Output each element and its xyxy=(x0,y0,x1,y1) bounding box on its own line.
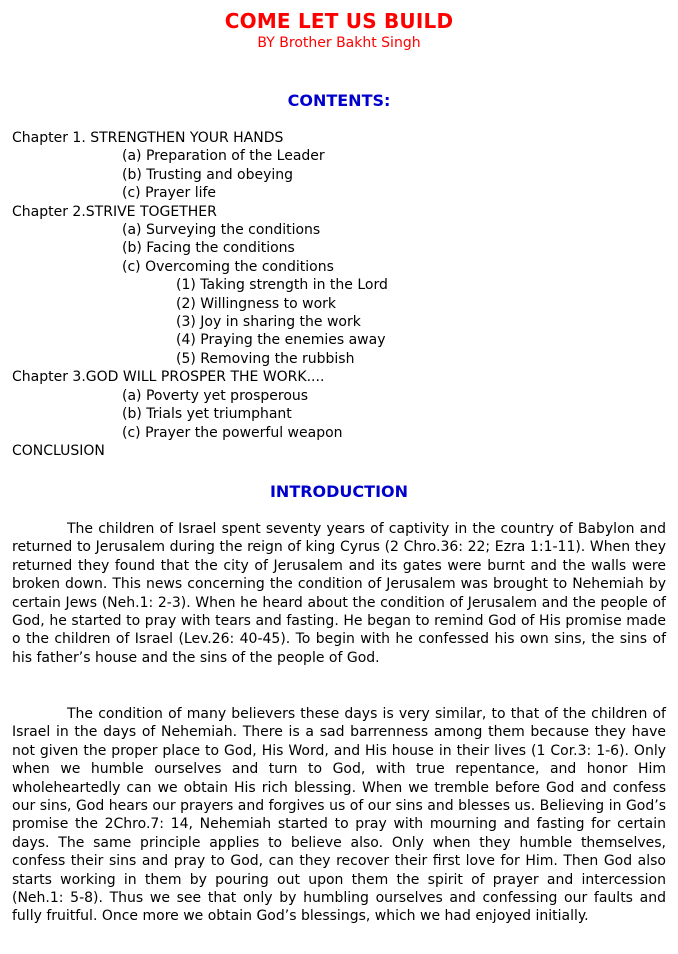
toc-item: Chapter 3.GOD WILL PROSPER THE WORK.... xyxy=(12,369,325,386)
toc-item: (b) Trials yet triumphant xyxy=(122,406,292,423)
toc-item: Chapter 1. STRENGTHEN YOUR HANDS xyxy=(12,130,284,146)
toc-item: (c) Prayer life xyxy=(122,185,217,202)
toc-item: (5) Removing the rubbish xyxy=(176,350,355,367)
document-title: COME LET US BUILD xyxy=(224,9,454,33)
toc-item: CONCLUSION xyxy=(12,442,105,459)
toc-item: (2) Willingness to work xyxy=(176,295,337,312)
toc-item: (3) Joy in sharing the work xyxy=(176,314,361,331)
toc-item: (a) Preparation of the Leader xyxy=(122,148,325,165)
toc-item: (4) Praying the enemies away xyxy=(176,332,386,349)
toc-item: Chapter 2.STRIVE TOGETHER xyxy=(12,203,217,220)
toc-item: (a) Surveying the conditions xyxy=(122,222,321,239)
introduction-heading: INTRODUCTION xyxy=(269,482,409,501)
table-of-contents xyxy=(12,129,672,460)
toc-item: (a) Poverty yet prosperous xyxy=(122,387,309,404)
contents-heading: CONTENTS: xyxy=(287,91,391,110)
body-paragraph: The condition of many believers these days is very similar, to that of the children of Israel in the days of Nehemiah. There is a sad barrenness among them because they have not given the proper place to God, His Word, and His house in their lives (1 Cor.3: 1-6). Only when we humble ourselves and turn to God, with true repentance, and honor Him wholeheartedly can we obtain His rich blessing. When we tremble before God and confess our sins, God hears our prayers and forgives us of our sins and blesses us. Believing in God’s promise the 2Chro.7: 14, Nehemiah started to pray with mourning and fasting for certain days. The same principle applies to believe also. Only when they humble themselves, confess their sins and pray to God, can they recover their first love for Him. Then God also starts working in them by pouring out upon them the spirit of prayer and intercession (Neh.1: 5-8). Thus we see that only by humbling ourselves and confessing our faults and fully fruitful. Once more we obtain God’s blessings, which we had enjoyed initially. xyxy=(12,706,666,925)
toc-item: (1) Taking strength in the Lord xyxy=(176,277,388,294)
toc-item: (c) Prayer the powerful weapon xyxy=(122,424,343,441)
toc-item: (b) Trusting and obeying xyxy=(122,166,294,183)
author-byline: BY Brother Bakht Singh xyxy=(257,35,421,51)
body-paragraph: The children of Israel spent seventy years of captivity in the country of Babylon and returned to Jerusalem during the reign of king Cyrus (2 Chro.36: 22; Ezra 1:1-11). When they returned they found that the city of Jerusalem and its gates were burnt and the walls were broken down. This news concerning the condition of Jerusalem was brought to Nehemiah by certain Jews (Neh.1: 2-3). When he heard about the condition of Jerusalem and the people of God, he started to pray with tears and fasting. He began to remind God of His promise made o the children of Israel (Lev.26: 40-45). To begin with he confessed his own sins, the sins of his father’s house and the sins of the people of God. xyxy=(12,521,666,666)
toc-item: (c) Overcoming the conditions xyxy=(122,258,334,275)
toc-item: (b) Facing the conditions xyxy=(122,240,295,257)
